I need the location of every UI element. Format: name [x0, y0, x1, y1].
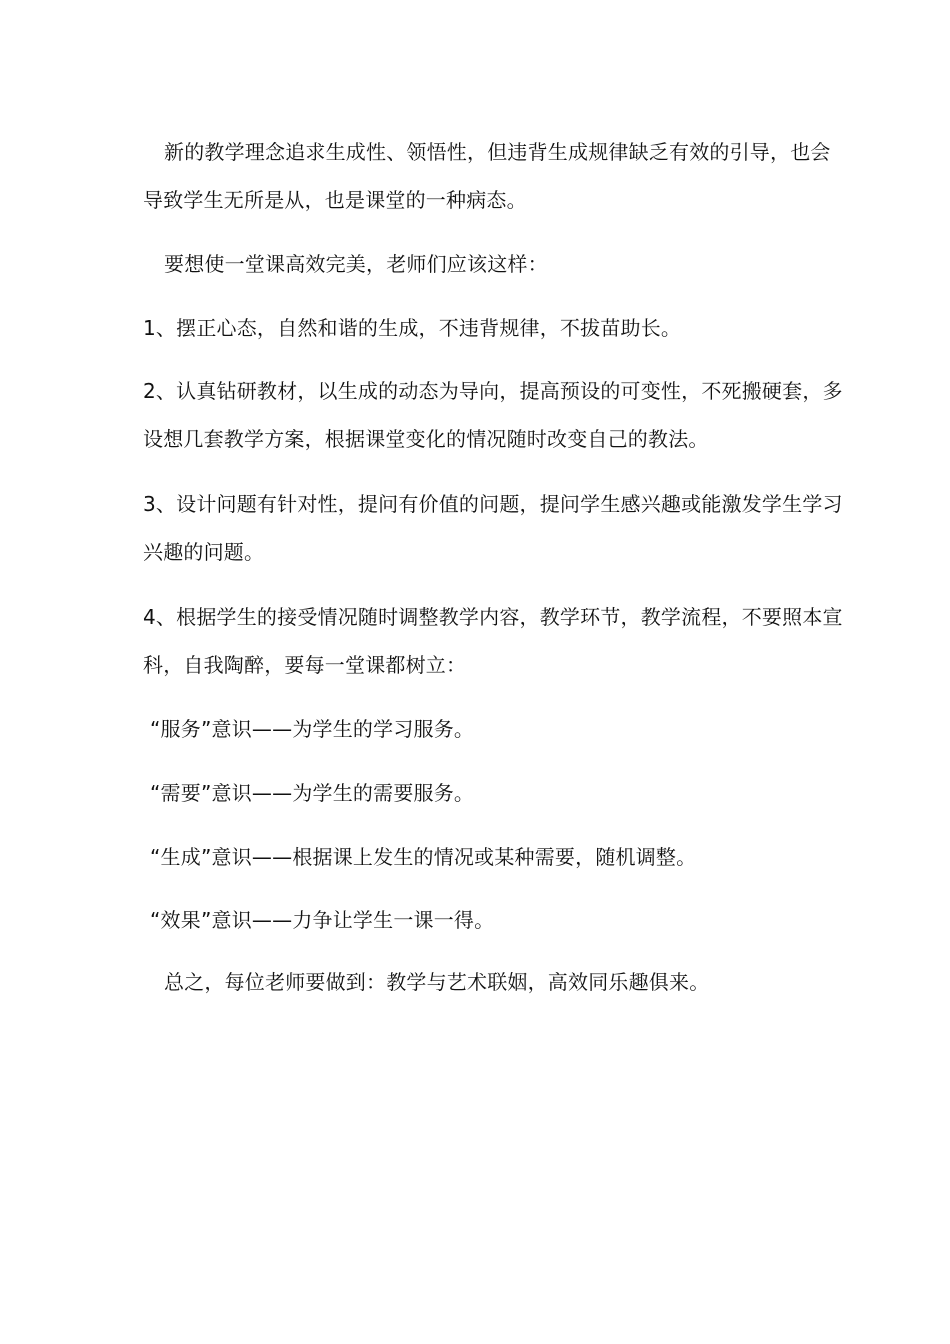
list-item-4-line-2: 科，自我陶醉，要每一堂课都树立： — [143, 653, 467, 677]
awareness-effect: “效果”意识——力争让学生一课一得。 — [150, 908, 495, 932]
paragraph-2-line-1: 要想使一堂课高效完美，老师们应该这样： — [164, 252, 548, 276]
awareness-service: “服务”意识——为学生的学习服务。 — [150, 717, 475, 741]
list-item-4-line-1: 4、根据学生的接受情况随时调整教学内容，教学环节，教学流程，不要照本宣 — [143, 605, 843, 629]
paragraph-1-line-1: 新的教学理念追求生成性、领悟性，但违背生成规律缺乏有效的引导，也会 — [164, 140, 831, 164]
list-item-3-line-1: 3、设计问题有针对性，提问有价值的问题，提问学生感兴趣或能激发学生学习 — [143, 492, 843, 516]
paragraph-1-line-2: 导致学生无所是从，也是课堂的一种病态。 — [143, 188, 527, 212]
list-item-3-line-2: 兴趣的问题。 — [143, 540, 265, 564]
conclusion: 总之，每位老师要做到：教学与艺术联姻，高效同乐趣俱来。 — [164, 970, 710, 994]
list-item-2-line-1: 2、认真钻研教材，以生成的动态为导向，提高预设的可变性，不死搬硬套，多 — [143, 379, 843, 403]
awareness-generation: “生成”意识——根据课上发生的情况或某种需要，随机调整。 — [150, 845, 697, 869]
list-item-1: 1、摆正心态，自然和谐的生成，不违背规律，不拔苗助长。 — [143, 316, 682, 340]
awareness-need: “需要”意识——为学生的需要服务。 — [150, 781, 475, 805]
list-item-2-line-2: 设想几套教学方案，根据课堂变化的情况随时改变自己的教法。 — [143, 427, 709, 451]
